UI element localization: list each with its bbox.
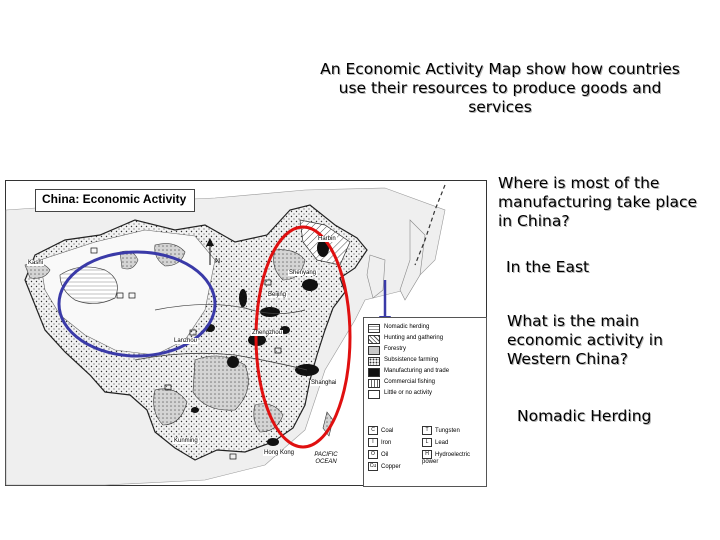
city-label: Beijing [268,292,287,298]
legend-resource: I Iron [368,438,391,447]
city-label: Zhengzhou [252,330,283,336]
north-label: N [215,258,221,265]
city-label: Lanzhou [174,338,198,344]
map-title-box [35,189,195,212]
ocean-label: PACIFIC OCEAN [314,452,338,465]
answer-manufacturing: In the East [506,258,590,276]
legend-resource: C Coal [368,426,393,435]
map-legend: Nomadic herding Hunting and gathering Forestry Subsistence farming Manufacturing and trade Commercial fishing Little or no activity C Coal I Iron O Oil Cu Copper T Tungsten L Lead H Hydroelectric power [363,317,487,487]
legend-resource: Cu Copper [369,463,401,471]
slide-title: An Economic Activity Map show how countries use their resources to produce goods and services [320,60,680,116]
city-label: Kashi [28,260,44,266]
legend-resource: H Hydroelectric power [422,451,471,465]
question-western-activity: What is the main economic activity in Western China? [507,312,663,368]
city-label: Hong Kong [264,450,295,456]
city-label: Harbin [318,236,336,242]
city-label: Shanghai [311,380,337,386]
city-label: Kunming [174,438,198,444]
legend-resource: T Tungsten [422,426,460,435]
question-manufacturing: Where is most of the manufacturing take place in China? [498,174,698,230]
answer-western-activity: Nomadic Herding [517,407,652,425]
china-economic-activity-map [5,180,487,486]
city-label: Shenyang [289,270,317,276]
legend-resource: L Lead [422,438,448,447]
map-title: China: Economic Activity [42,192,187,206]
legend-resource: O Oil [368,450,388,459]
